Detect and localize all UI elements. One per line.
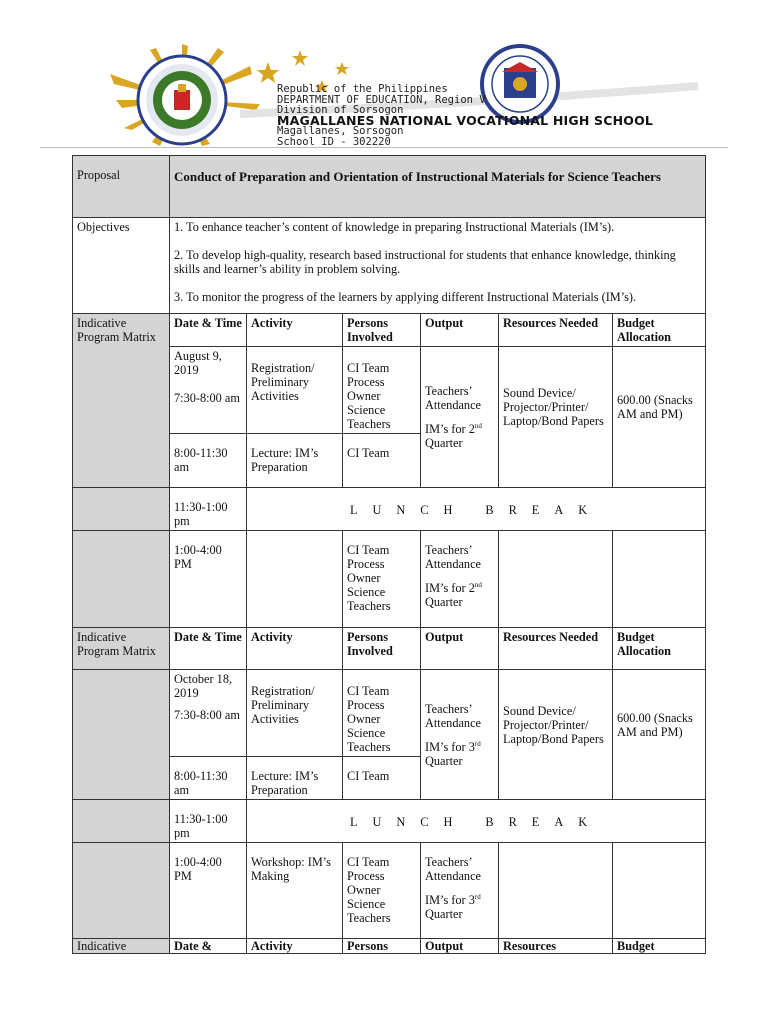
blank-label [73,843,170,939]
output-quarter: Quarter [425,595,463,609]
output-ims [425,422,494,436]
matrix-label: Indicative [73,939,170,954]
objectives-content [170,218,706,314]
output-ims-sup: rd [474,739,481,748]
time-slot: 11:30-1:00 pm [170,488,247,531]
blank-label [73,800,170,843]
lunch-row [73,488,706,531]
output-attendance: Teachers’ Attendance [425,543,481,571]
output-quarter: Quarter [425,436,463,450]
letterhead [0,0,768,150]
lunch-break: LUNCH BREAK [247,488,706,531]
persons-cell: CI Team Process Owner Science Teachers [343,531,421,628]
objectives-row [73,218,706,314]
output-ims-text: IM’s for 2 [425,422,475,436]
proposal-table [72,155,706,954]
activity-cell: Registration/ Preliminary Activities [247,670,343,757]
activity-cell: Registration/ Preliminary Activities [247,347,343,434]
school-name: MAGALLANES NATIONAL VOCATIONAL HIGH SCHOOL [277,112,654,128]
budget-cell [613,843,706,939]
activity-cell: Lecture: IM’s Preparation [247,434,343,488]
time-slot: 8:00-11:30 am [170,434,247,488]
schedule-row [73,670,706,757]
objectives-label: Objectives [73,218,170,314]
output-cell [421,347,499,488]
proposal-row [73,156,706,218]
matrix-label: Indicative Program Matrix [73,628,170,670]
activity-cell [247,531,343,628]
time-slot: 11:30-1:00 pm [170,800,247,843]
col-persons: Persons Involved [343,628,421,670]
output-ims-sup: nd [474,421,482,430]
session-date: October 18, 2019 [174,672,233,700]
col-resources: Resources Needed [499,628,613,670]
output-ims-sup: nd [474,580,482,589]
col-resources: Resources [499,939,613,954]
col-persons: Persons Involved [343,314,421,347]
lunch-break: LUNCH BREAK [247,800,706,843]
time-slot: 7:30-8:00 am [174,708,240,722]
schedule-row [73,531,706,628]
budget-cell: 600.00 (Snacks AM and PM) [613,670,706,800]
persons-cell: CI Team [343,434,421,488]
resources-cell: Sound Device/ Projector/Printer/ Laptop/Bond Papers [499,347,613,488]
division-line: Division of Sorsogon [277,104,404,116]
objective-item: 1. To enhance teacher’s content of knowledge in preparing Instructional Materials (IM’s). [174,220,615,234]
header-divider [40,147,728,148]
time-slot: 7:30-8:00 am [174,391,240,405]
persons-cell: CI Team Process Owner Science Teachers [343,347,421,434]
col-activity: Activity [247,628,343,670]
proposal-label: Proposal [73,156,170,218]
output-cell [421,670,499,800]
activity-cell: Lecture: IM’s Preparation [247,757,343,800]
resources-cell [499,843,613,939]
output-ims-text: IM’s for 3 [425,893,475,907]
schedule-row [73,843,706,939]
output-ims-text: IM’s for 2 [425,581,475,595]
col-date-time: Date & [170,939,247,954]
blank-label [73,670,170,800]
proposal-title: Conduct of Preparation and Orientation of Instructional Materials for Science Teachers [170,156,706,218]
col-date-time: Date & Time [170,628,247,670]
lunch-row [73,800,706,843]
matrix-header-row [73,939,706,954]
col-output: Output [421,314,499,347]
country-line: Republic of the Philippines [277,83,448,95]
time-slot: 1:00-4:00 PM [170,843,247,939]
output-quarter: Quarter [425,753,463,768]
persons-cell: CI Team Process Owner Science Teachers [343,670,421,757]
col-activity: Activity [247,314,343,347]
output-attendance: Teachers’ Attendance [425,701,481,730]
matrix-header-row [73,314,706,347]
budget-cell [613,531,706,628]
letterhead-text [277,84,653,147]
time-slot: 8:00-11:30 am [170,757,247,800]
output-ims [425,581,494,595]
school-seal-icon [138,56,226,144]
resources-cell: Sound Device/ Projector/Printer/ Laptop/Bond Papers [499,670,613,800]
output-cell [421,843,499,939]
col-persons: Persons [343,939,421,954]
address-line: Magallanes, Sorsogon [277,125,404,137]
output-attendance: Teachers’ Attendance [425,384,481,412]
col-output: Output [421,628,499,670]
output-attendance: Teachers’ Attendance [425,855,481,883]
persons-cell: CI Team Process Owner Science Teachers [343,843,421,939]
resources-cell [499,531,613,628]
budget-cell: 600.00 (Snacks AM and PM) [613,347,706,488]
col-budget: Budget Allocation [613,314,706,347]
output-ims [425,893,494,907]
output-cell [421,531,499,628]
objective-item: 2. To develop high-quality, research based instructional for students that enhance knowledge, thinking skills and learner’s ability in problem solving. [174,248,676,276]
col-resources: Resources Needed [499,314,613,347]
output-quarter: Quarter [425,907,463,921]
activity-cell: Workshop: IM’s Making [247,843,343,939]
col-activity: Activity [247,939,343,954]
date-time-cell [170,670,247,757]
col-date-time: Date & Time [170,314,247,347]
persons-cell: CI Team [343,757,421,800]
department-line: DEPARTMENT OF EDUCATION, Region V [277,93,486,106]
objective-item: 3. To monitor the progress of the learners by applying different Instructional Materials (IM’s). [174,290,637,304]
date-time-cell [170,347,247,434]
blank-label [73,531,170,628]
output-ims-text: IM’s for 3 [425,739,475,754]
blank-label [73,488,170,531]
col-budget: Budget Allocation [613,628,706,670]
output-ims-sup: rd [474,892,481,901]
school-id-line: School ID - 302220 [277,135,391,148]
matrix-header-row [73,628,706,670]
session-date: August 9, 2019 [174,349,222,377]
col-output: Output [421,939,499,954]
output-ims [425,740,494,754]
matrix-label: Indicative Program Matrix [73,314,170,488]
col-budget: Budget [613,939,706,954]
time-slot: 1:00-4:00 PM [170,531,247,628]
